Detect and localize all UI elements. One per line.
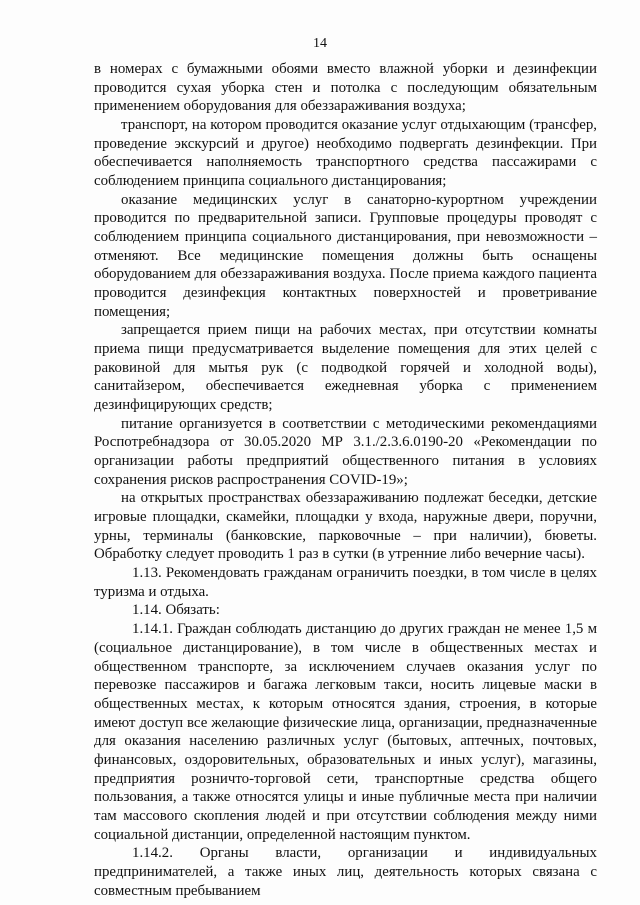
- paragraph-eating-at-workplace: запрещается прием пищи на рабочих местах, при отсутствии комнаты приема пищи предусматривается выделение помещения для этих целей с раковиной для мытья рук (с подводкой горячей и холодной воды), санитайзером, обеспечивается ежедневная уборка с применением дезинфицирующих средств;: [94, 322, 597, 414]
- paragraph-catering: питание организуется в соответствии с методическими рекомендациями Роспотребнадзора от 30.05.2020 МР 3.1./2.3.6.0190-20 «Рекомендации по организации работы предприятий общественного питания в условиях сохранения рисков распространения COVID-19»;: [94, 415, 597, 488]
- paragraph-transport: транспорт, на котором проводится оказание услуг отдыхающим (трансфер, проведение экскурсий и другое) необходимо подвергать дезинфекции. При обеспечивается наполняемость транспортного средства пассажирами с соблюдением принципа социального дистанцирования;: [94, 117, 597, 190]
- paragraph-1-14: 1.14. Обязать:: [132, 602, 220, 619]
- paragraph-wallpaper-rooms: в номерах с бумажными обоями вместо влажной уборки и дезинфекции проводится сухая уборка стен и потолка с последующим обязательным применением оборудования для обеззараживания воздуха;: [94, 61, 597, 115]
- paragraph-1-13: 1.13. Рекомендовать гражданам ограничить поездки, в том числе в целях туризма и отдыха.: [94, 565, 597, 600]
- paragraph-1-14-1: 1.14.1. Граждан соблюдать дистанцию до других граждан не менее 1,5 м (социальное дистанцирование), в том числе в общественных местах и общественном транспорте, за исключением случаев оказания услуг по перевозке пассажиров и багажа легковым такси, носить лицевые маски в общественных местах, к которым относятся здания, строения, в которые имеют доступ все желающие физические лица, организации, предназначенные для оказания населению различных услуг (бытовых, аптечных, почтовых, финансовых, оздоровительных, образовательных и иных услуг), магазины, предприятия розничто-торговой сети, транспортные средства общего пользования, а также относятся улицы и иные публичные места при наличии там массового скопления людей и при отсутствии соблюдения между ними социальной дистанции, определенной настоящим пунктом.: [94, 621, 597, 843]
- paragraph-medical-services: оказание медицинских услуг в санаторно-курортном учреждении проводится по предварительной записи. Групповые процедуры проводят с соблюдением принципа социального дистанцирования, при невозможности – отменяют. Все медицинские помещения должны быть оснащены оборудованием для обеззараживания воздуха. После приема каждого пациента проводится дезинфекция контактных поверхностей и проветривание помещения;: [94, 191, 597, 320]
- page-number: 14: [313, 36, 327, 51]
- paragraph-1-14-2: 1.14.2. Органы власти, организации и индивидуальных предпринимателей, а также иных лиц, деятельность которых связана с совместным пребыванием: [94, 845, 597, 899]
- paragraph-open-spaces: на открытых пространствах обеззараживанию подлежат беседки, детские игровые площадки, скамейки, площадки у входа, наружные двери, поручни, урны, терминалы (банковские, парковочные – при наличии), бюветы. Обработку следует проводить 1 раз в сутки (в утренние либо вечерние часы).: [94, 490, 597, 563]
- document-body: [94, 60, 597, 900]
